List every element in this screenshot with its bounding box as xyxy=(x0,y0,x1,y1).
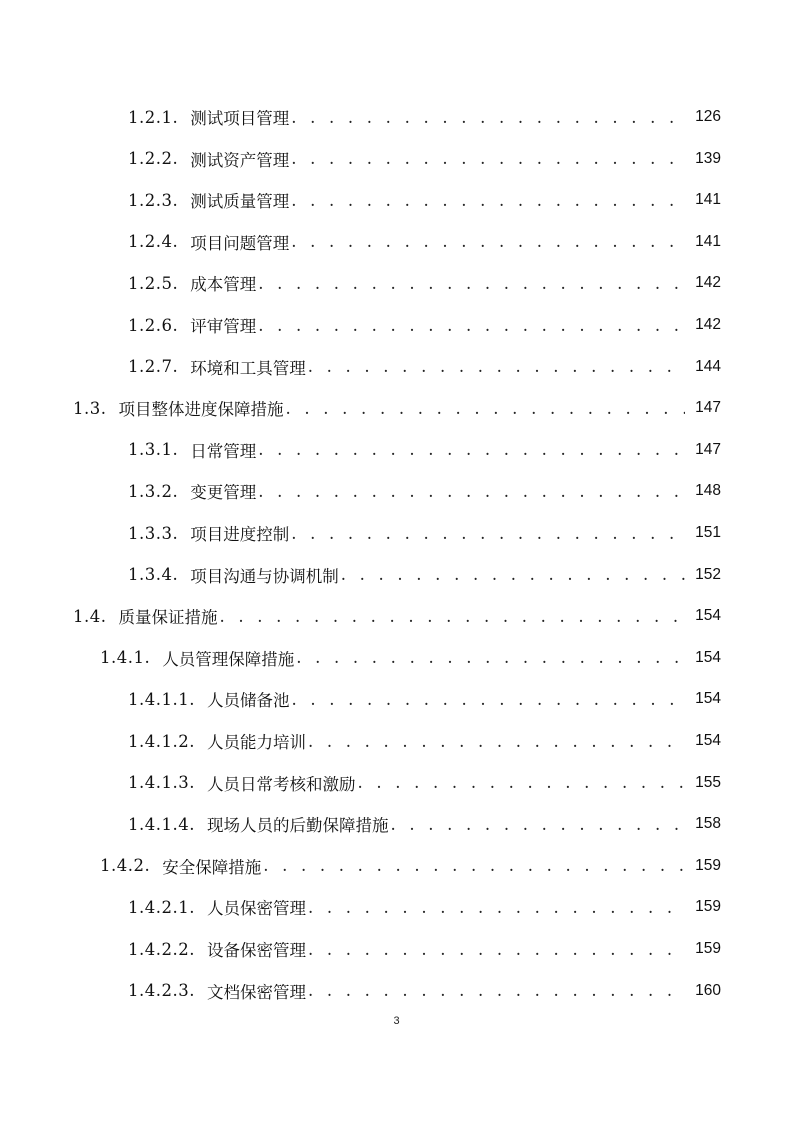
toc-entry-number: 1.3.2. xyxy=(128,481,179,501)
toc-entry[interactable] xyxy=(128,555,721,595)
toc-entry-title: 项目问题管理 xyxy=(190,233,290,253)
toc-entry-number: 1.3.1. xyxy=(128,440,179,460)
toc-entry-title: 设备保密管理 xyxy=(206,941,306,960)
toc-entry[interactable] xyxy=(128,763,721,803)
toc-entry-title: 人员日常考核和激励 xyxy=(206,774,356,794)
dot-leader xyxy=(258,274,685,293)
toc-entry-title: 日常管理 xyxy=(190,441,257,461)
dot-leader xyxy=(390,815,685,834)
toc-entry-page: 142 xyxy=(695,274,721,292)
dot-leader xyxy=(291,108,685,127)
toc-entry-number: 1.4.1.2. xyxy=(128,731,195,751)
toc-entry[interactable] xyxy=(128,679,721,719)
toc-entry-number: 1.3. xyxy=(73,398,107,418)
toc-entry[interactable] xyxy=(128,139,721,179)
toc-entry[interactable] xyxy=(128,430,721,470)
toc-entry-number: 1.2.4. xyxy=(128,232,179,252)
toc-entry-page: 154 xyxy=(695,732,721,749)
toc-entry-title: 成本管理 xyxy=(190,275,257,295)
toc-entry-title: 测试质量管理 xyxy=(190,192,290,212)
toc-entry[interactable] xyxy=(128,971,721,1011)
toc-entry-title: 测试资产管理 xyxy=(190,150,290,170)
toc-entry-title: 测试项目管理 xyxy=(190,109,290,128)
dot-leader xyxy=(341,565,685,584)
dot-leader xyxy=(357,773,685,792)
toc-entry[interactable] xyxy=(128,929,721,969)
toc-entry-number: 1.3.3. xyxy=(128,523,179,543)
toc-entry-page: 159 xyxy=(695,856,721,874)
toc-entry[interactable] xyxy=(128,347,721,387)
dot-leader xyxy=(220,607,686,626)
toc-entry[interactable] xyxy=(128,513,721,553)
dot-leader xyxy=(308,898,685,917)
toc-entry-number: 1.4.2.1. xyxy=(128,897,195,917)
dot-leader xyxy=(258,482,685,501)
toc-entry-page: 159 xyxy=(695,898,721,916)
toc-entry[interactable] xyxy=(128,263,721,303)
dot-leader xyxy=(286,399,686,418)
toc-entry-page: 139 xyxy=(695,149,721,167)
toc-entry-page: 141 xyxy=(695,191,721,209)
toc-entry-title: 现场人员的后勤保障措施 xyxy=(206,816,389,836)
toc-entry-page: 126 xyxy=(695,108,721,125)
toc-entry-title: 文档保密管理 xyxy=(206,982,306,1002)
toc-entry-page: 148 xyxy=(695,482,721,500)
dot-leader xyxy=(308,357,685,376)
toc-entry-title: 人员能力培训 xyxy=(206,733,306,752)
toc-entry-number: 1.3.4. xyxy=(128,565,179,585)
dot-leader xyxy=(291,191,685,210)
toc-entry-number: 1.4.2.2. xyxy=(128,939,195,959)
toc-entry-title: 人员管理保障措施 xyxy=(162,649,295,669)
toc-entry[interactable] xyxy=(73,596,721,636)
dot-leader xyxy=(308,732,685,751)
dot-leader xyxy=(258,316,685,335)
toc-entry-page: 151 xyxy=(695,524,721,541)
toc-entry-title: 安全保障措施 xyxy=(162,857,262,877)
toc-entry-number: 1.2.1. xyxy=(128,107,179,127)
toc-entry-number: 1.4.2.3. xyxy=(128,981,195,1001)
toc-entry-page: 152 xyxy=(695,565,721,583)
toc-entry-number: 1.2.7. xyxy=(128,357,179,377)
toc-entry-number: 1.2.5. xyxy=(128,273,179,293)
toc-entry-page: 144 xyxy=(695,357,721,375)
toc-entry-number: 1.2.6. xyxy=(128,315,179,335)
toc-entry-title: 人员储备池 xyxy=(206,691,290,711)
toc-entry[interactable] xyxy=(128,305,721,345)
toc-entry-title: 变更管理 xyxy=(190,483,257,503)
toc-entry-page: 154 xyxy=(695,690,721,708)
toc-entry[interactable] xyxy=(128,471,721,511)
page-number: 3 xyxy=(393,1015,400,1027)
dot-leader xyxy=(258,440,685,459)
toc-entry-page: 141 xyxy=(695,232,721,250)
toc-entry-title: 环境和工具管理 xyxy=(190,358,306,378)
toc-entry-page: 158 xyxy=(695,815,721,833)
toc-entry-number: 1.4.2. xyxy=(100,856,151,876)
dot-leader xyxy=(263,856,685,875)
toc-entry[interactable] xyxy=(73,388,721,428)
toc-entry-page: 154 xyxy=(695,648,721,666)
toc-entry[interactable] xyxy=(100,638,721,678)
toc-entry-number: 1.2.3. xyxy=(128,190,179,210)
toc-entry-number: 1.4.1.4. xyxy=(128,814,195,834)
toc-entry-page: 155 xyxy=(695,773,721,791)
toc-entry[interactable] xyxy=(128,721,721,761)
dot-leader xyxy=(308,940,685,959)
toc-entry-page: 154 xyxy=(695,607,721,625)
toc-entry-title: 评审管理 xyxy=(190,317,257,336)
toc-entry[interactable] xyxy=(128,97,721,137)
toc-entry-page: 160 xyxy=(695,981,721,999)
toc-entry[interactable] xyxy=(128,804,721,844)
toc-entry-title: 项目进度控制 xyxy=(190,525,290,544)
toc-entry-number: 1.2.2. xyxy=(128,149,179,169)
toc-entry-title: 项目沟通与协调机制 xyxy=(190,566,339,586)
toc-entry[interactable] xyxy=(128,180,721,220)
toc-entry-number: 1.4.1.3. xyxy=(128,773,195,793)
toc-entry-number: 1.4.1. xyxy=(100,648,151,668)
toc-entry-page: 147 xyxy=(695,440,721,458)
dot-leader xyxy=(308,981,685,1000)
toc-entry-title: 项目整体进度保障措施 xyxy=(118,400,284,420)
toc-entry-title: 质量保证措施 xyxy=(118,608,218,628)
toc-entry-title: 人员保密管理 xyxy=(206,899,306,919)
dot-leader xyxy=(296,648,685,667)
dot-leader xyxy=(291,149,685,168)
toc-entry[interactable] xyxy=(128,222,721,262)
toc-entry-page: 147 xyxy=(695,399,721,417)
toc-entry-page: 142 xyxy=(695,316,721,333)
toc-entry[interactable] xyxy=(128,887,721,927)
dot-leader xyxy=(291,524,685,543)
toc-entry-number: 1.4.1.1. xyxy=(128,689,195,709)
toc-entry-number: 1.4. xyxy=(73,606,107,626)
toc-entry-page: 159 xyxy=(695,940,721,957)
toc-entry[interactable] xyxy=(100,846,721,886)
dot-leader xyxy=(291,690,685,709)
dot-leader xyxy=(291,232,685,251)
